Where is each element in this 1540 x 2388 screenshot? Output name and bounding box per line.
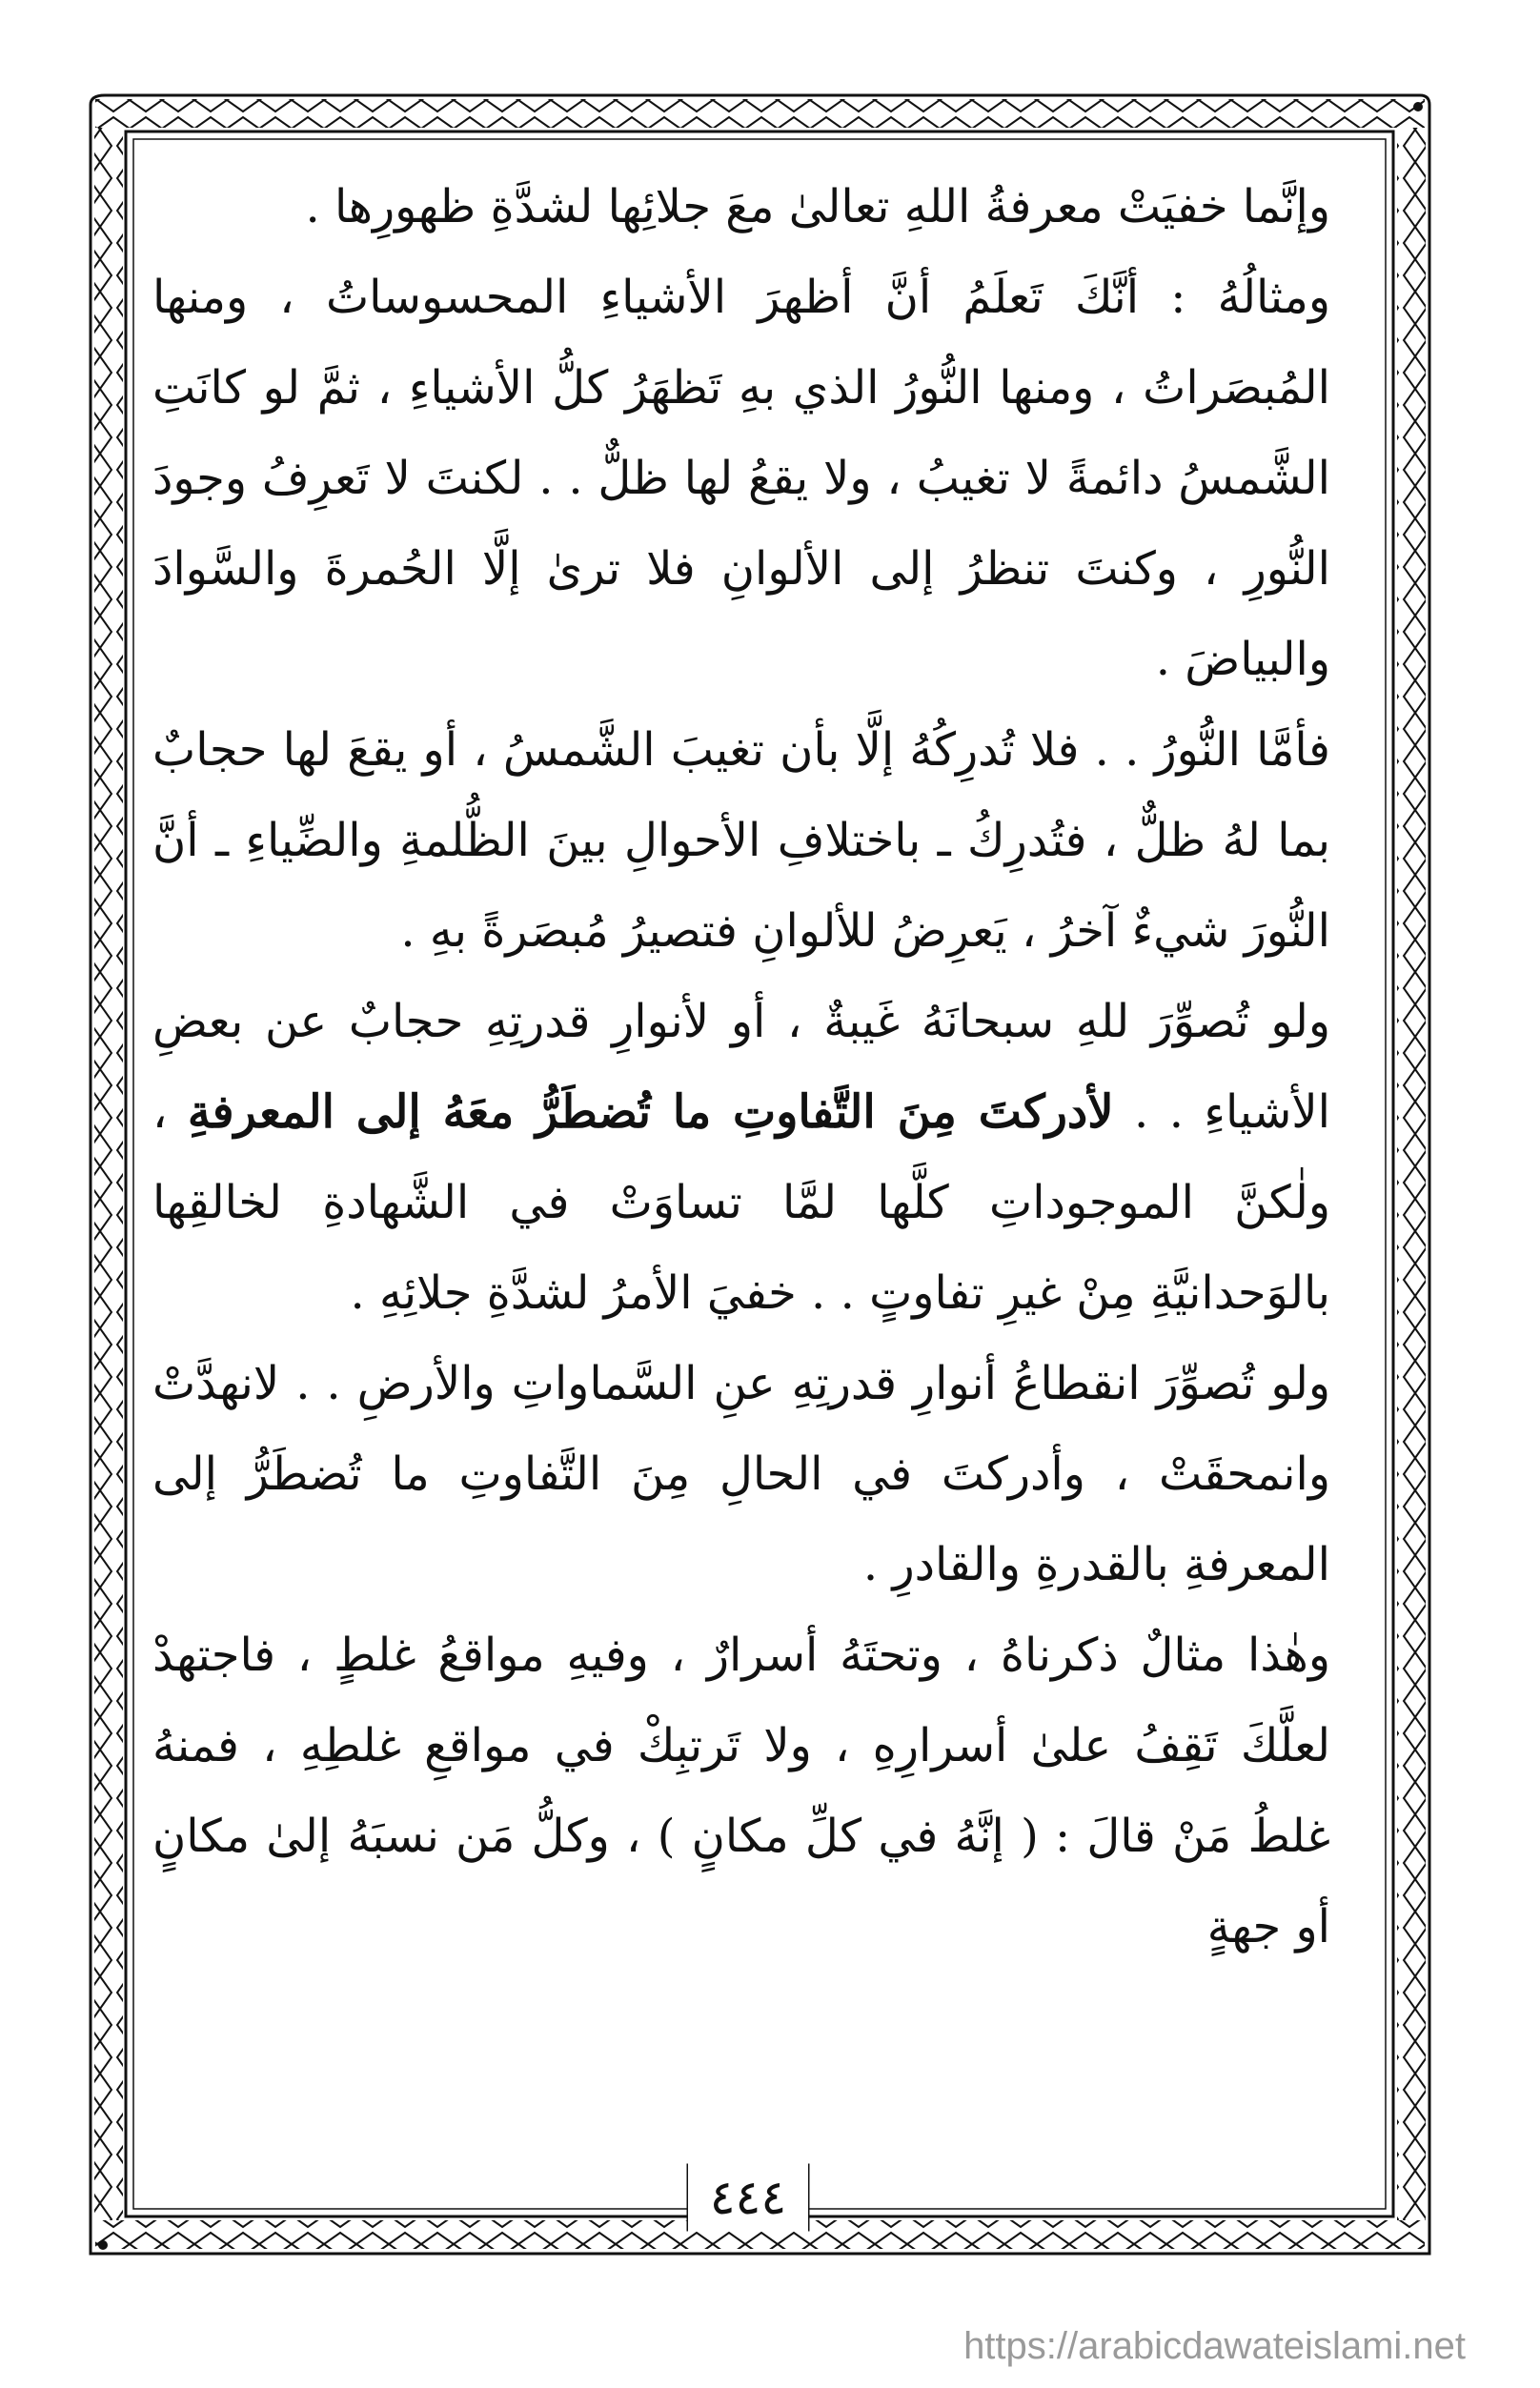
page-number: ٤٤٤	[688, 2163, 808, 2232]
watermark-url: https://arabicdawateislami.net	[963, 2325, 1466, 2367]
bold-phrase: لأدركتَ مِنَ التَّفاوتِ ما تُضطَرُّ معَهُ إلى المعرفةِ	[187, 1085, 1114, 1139]
paragraph: وإنَّما خفيَتْ معرفةُ اللهِ تعالىٰ معَ جلائِها لشدَّةِ ظهورِها .	[305, 180, 1330, 233]
paragraph	[152, 977, 1330, 1339]
paragraph: وهٰذا مثالٌ ذكرناهُ ، وتحتَهُ أسرارٌ ، وفيهِ مواقعُ غلطٍ ، فاجتهدْ لعلَّكَ تَقِفُ علىٰ أسرارِهِ ، ولا تَرتبِكْ في مواقعِ غلطِهِ ، فمنهُ غلطُ مَنْ قالَ : ( إنَّهُ في كلِّ مكانٍ ) ، وكلُّ مَن نسبَهُ إلىٰ مكانٍ أو جهةٍ	[152, 1629, 1330, 1953]
main-text	[152, 162, 1330, 2087]
paragraph: ومثالُهُ : أنَّكَ تَعلَمُ أنَّ أظهرَ الأشياءِ المحسوساتُ ، ومنها المُبصَراتُ ، ومنها النُّورُ الذي بهِ تَظهَرُ كلُّ الأشياءِ ، ثمَّ لو كانَتِ الشَّمسُ دائمةً لا تغيبُ ، ولا يقعُ لها ظلٌّ . . لكنتَ لا تَعرِفُ وجودَ النُّورِ ، وكنتَ تنظرُ إلى الألوانِ فلا ترىٰ إلَّا الحُمرةَ والسَّوادَ والبياضَ .	[152, 271, 1330, 686]
paragraph-text: ولو تُصوِّرَ للهِ سبحانَهُ غَيبةٌ ، أو لأنوارِ قدرتِهِ حجابٌ عن بعضِ الأشياءِ . .	[152, 995, 1331, 1139]
paragraph: فأمَّا النُّورُ . . فلا تُدرِكُهُ إلَّا بأن تغيبَ الشَّمسُ ، أو يقعَ لها حجابٌ بما لهُ ظلٌّ ، فتُدرِكُ ـ باختلافِ الأحوالِ بينَ الظُّلمةِ والضِّياءِ ـ أنَّ النُّورَ شيءٌ آخرُ ، يَعرِضُ للألوانِ فتصيرُ مُبصَرةً بهِ .	[152, 723, 1330, 958]
paragraph-text: ، ولٰكنَّ الموجوداتِ كلَّها لمَّا تساوَتْ في الشَّهادةِ لخالقِها بالوَحدانيَّةِ مِنْ غيرِ تفاوتٍ . . خفيَ الأمرُ لشدَّةِ جلائِهِ .	[152, 1085, 1330, 1320]
paragraph: ولو تُصوِّرَ انقطاعُ أنوارِ قدرتِهِ عنِ السَّماواتِ والأرضِ . . لانهدَّتْ وانمحقَتْ ، وأدركتَ في الحالِ مِنَ التَّفاوتِ ما تُضطَرُّ إلى المعرفةِ بالقدرةِ والقادرِ .	[152, 1357, 1331, 1591]
